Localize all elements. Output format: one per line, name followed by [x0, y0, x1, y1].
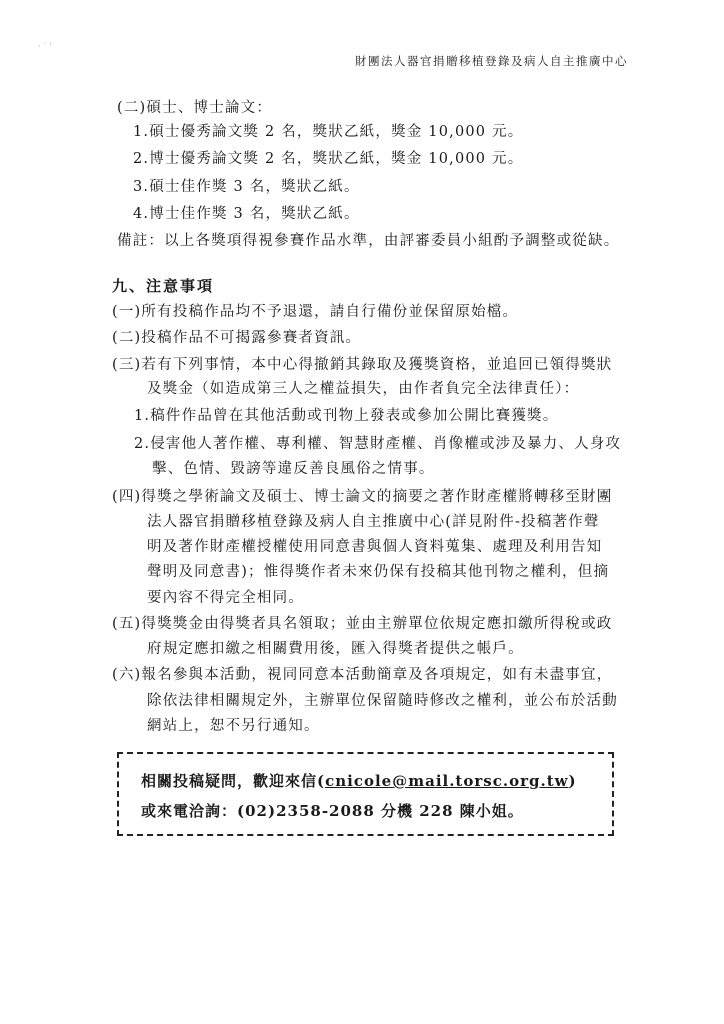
thesis-note: 備註：以上各獎項得視參賽作品水準，由評審委員小組酌予調整或從缺。	[117, 233, 620, 249]
contact-email-prefix: 相關投稿疑問，歡迎來信(	[141, 772, 326, 790]
scan-specks: · ˙ ˈ	[38, 42, 52, 51]
notice-line: 聲明及同意書)；惟得獎作者未來仍保有投稿其他刊物之權利，但摘	[147, 564, 610, 580]
notice-line: (二)投稿作品不可揭露參賽者資訊。	[112, 330, 362, 346]
thesis-section-title: (二)碩士、博士論文：	[117, 100, 273, 116]
notice-line: 府規定應扣繳之相關費用後，匯入得獎者提供之帳戶。	[147, 641, 524, 657]
notice-line: 及獎金（如造成第三人之權益損失，由作者負完全法律責任）：	[147, 381, 580, 397]
page-header-org: 財團法人器官捐贈移植登錄及病人自主推廣中心	[355, 54, 628, 68]
notice-line: (一)所有投稿作品均不予退還，請自行備份並保留原始檔。	[112, 304, 519, 320]
notices-heading: 九、注意事項	[112, 277, 215, 295]
thesis-item-1: 1.碩士優秀論文獎 2 名，獎狀乙紙，獎金 10,000 元。	[133, 124, 524, 140]
notice-line: 網站上，恕不另行通知。	[147, 718, 320, 734]
thesis-item-3: 3.碩士佳作獎 3 名，獎狀乙紙。	[133, 179, 360, 195]
contact-email-link[interactable]: cnicole@mail.torsc.org.tw	[325, 772, 569, 790]
contact-email-line	[141, 770, 577, 791]
thesis-item-2: 2.博士優秀論文獎 2 名，獎狀乙紙，獎金 10,000 元。	[133, 151, 524, 167]
notice-line: 1.稿件作品曾在其他活動或刊物上發表或參加公開比賽獲獎。	[134, 408, 559, 424]
notice-line: 要內容不得完全相同。	[147, 590, 304, 606]
contact-box	[117, 752, 614, 836]
notice-line: 擊、色情、毀謗等違反善良風俗之情事。	[152, 461, 435, 477]
notice-line: (三)若有下列事情，本中心得撤銷其錄取及獲獎資格，並追回已領得獎狀	[112, 357, 613, 373]
thesis-item-4: 4.博士佳作獎 3 名，獎狀乙紙。	[133, 206, 360, 222]
notice-line: (四)得獎之學術論文及碩士、博士論文的摘要之著作財產權將轉移至財團	[112, 489, 613, 505]
contact-phone-line: 或來電洽詢：(02)2358-2088 分機 228 陳小姐。	[141, 802, 524, 820]
notice-line: 法人器官捐贈移植登錄及病人自主推廣中心(詳見附件-投稿著作聲	[147, 514, 600, 530]
notice-line: 明及著作財產權授權使用同意書與個人資料蒐集、處理及利用告知	[147, 539, 603, 555]
notice-line: 2.侵害他人著作權、專利權、智慧財產權、肖像權或涉及暴力、人身攻	[134, 436, 622, 452]
contact-email-suffix: )	[568, 772, 577, 790]
notice-line: 除依法律相關規定外，主辦單位保留隨時修改之權利，並公布於活動	[147, 693, 618, 709]
notice-line: (五)得獎獎金由得獎者具名領取；並由主辦單位依規定應扣繳所得稅或政	[112, 616, 613, 632]
notice-line: (六)報名參與本活動，視同同意本活動簡章及各項規定，如有未盡事宜，	[112, 667, 613, 683]
